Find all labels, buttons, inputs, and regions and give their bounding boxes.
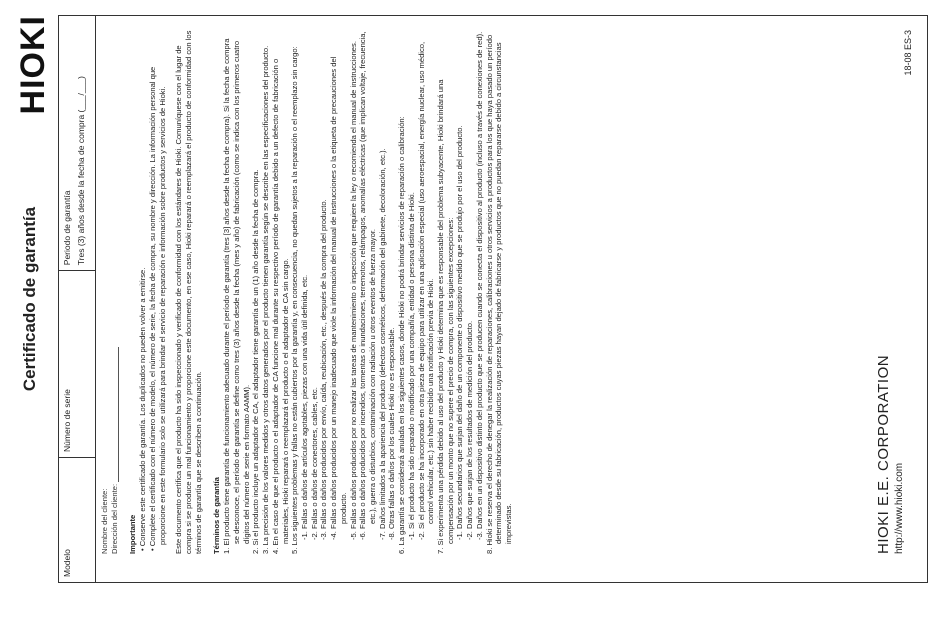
important-item: • Complete el certificado con el número de modelo, el número de serie, la fecha de compra, su nombre y dirección. La información personal que proporcione en este formulario solo se utilizará para brindar el servicio de reparación e información sobre productos y servicios de Hioki. [147, 66, 167, 551]
term-subitem: -1. Si el producto ha sido reparado o modificado por una compañía, entidad o persona distinta de Hioki. [406, 192, 416, 540]
term-subitem: -3. Daños en un dispositivo distinto del producto que se producen cuando se conecta el dispositivo al producto (incluso a través de conexiones de red). [474, 31, 484, 540]
term-item: 4. En el caso de que el producto o el adaptador de CA funcione mal durante su respectivo período de garantía debido a un defecto de fabricación o materiales, Hioki reparará o reemplazará el producto o el adaptador de CA sin cargo. [270, 58, 290, 554]
terms-list [222, 30, 514, 554]
term-subitem: -1. Fallas o daños de artículos agotables, piezas con una vida útil definida, etc. [299, 274, 309, 540]
term-subitem: -2. Daños que surjan de los resultados de medición del producto. [465, 320, 475, 540]
important-item: • Conserve este certificado de garantía. Los duplicados no pueden volver a emitirse. [138, 267, 148, 551]
period-cell [59, 16, 96, 271]
term-item: 1. El producto tiene garantía de funcionamiento adecuado durante el período de garantía (tres [3] años desde la fecha de compra). Si la fecha de compra se desconoce, el período de garantía se define como tres (3) años desde la fecha (mes y año) de fabricación (como se indica con los primeros cuatro dígitos del número de serie en formato AAMM). [222, 38, 251, 554]
terms-heading: Términos de garantía [212, 477, 222, 554]
term-subitem: -4. Fallas o daños producidos por un manejo inadecuado que viole la información del manual de instrucciones o la etiqueta de precauciones del producto. [329, 56, 348, 540]
company-name: HIOKI E.E. CORPORATION [875, 354, 892, 554]
term-item: 6. La garantía se considerará anulada en los siguientes casos, donde Hioki no podrá brindar servicios de reparación o calibración: [397, 116, 407, 554]
term-subitem: -2. Si el producto se ha incorporado en otra pieza de equipo para utilizar en una aplicación especial (uso aeroespacial, energía nuclear, uso médico, control vehicular, etc.) sin haber recibido una notificación previa de Hioki. [416, 41, 436, 540]
term-item: 3. La precisión de los valores medidos y otros datos generados por el producto tienen garantía según se describe en las especificaciones del producto. [261, 45, 271, 554]
customer-name-label: Nombre del cliente: [100, 488, 109, 554]
term-subitem: -3. Fallas o daños producidos por envío, caída, reubicación, etc., después de la compra del producto. [319, 199, 329, 540]
certificate-footer [875, 30, 915, 554]
important-list [138, 30, 167, 554]
term-subitem: -2. Fallas o daños de conectores, cables, etc. [309, 387, 319, 540]
customer-fields [100, 30, 119, 554]
serial-label: Número de serie [62, 389, 72, 452]
term-item: 5. Los siguientes problemas y fallas no están cubiertos por la garantía y, en consecuencia, no quedan sujetos a la reparación o el reemplazo sin cargo: [290, 46, 300, 554]
certificate-body [96, 16, 518, 582]
company-url: http://www.hioki.com [894, 462, 905, 554]
important-heading: Importante [128, 514, 138, 554]
document-title: Certificado de garantía [20, 206, 39, 392]
certificate-frame [58, 15, 928, 583]
period-value: Tres (3) años desde la fecha de compra (___/___) [76, 76, 86, 266]
address-line [110, 347, 119, 482]
term-subitem: -1. Daños secundarios que surjan del daño de un componente o dispositivo medido que se produjo por el uso del producto. [455, 125, 465, 540]
document-code: 18-08 ES-3 [903, 30, 913, 76]
term-subitem: -7. Daños limitados a la apariencia del producto (defectos cosméticos, deformación del gabinete, decoloración, etc.). [377, 148, 387, 540]
period-label: Periodo de garantía [62, 190, 72, 266]
term-item: 7. Si experimenta una pérdida debido al uso del producto y Hioki determina que es responsable del problema subyacente, Hioki brindará una compensación por un monto que no supere el precio de compra, con las siguientes excepciones: [436, 79, 455, 554]
term-subitem: -6. Fallas o daños producidos por incendios, tormentas o inundaciones, terremotos, relámpagos, anomalías eléctricas (que implican voltaje, frecuencia, etc.), guerra o disturbios, contaminación con radiación u otros eventos de fuerza mayor. [358, 31, 377, 540]
term-item: 8. Hioki se reserva el derecho de denegar la realización de reparaciones, calibraciones u otros servicios a productos para los que haya pasado un período determinado desde su fabricación, productos cuyas piezas hayan dejado de fabricarse y productos que no puedan repararse debido a circunstancias imprevistas. [484, 34, 514, 554]
hioki-logo: HIOKI [14, 15, 52, 115]
term-item: 2. Si el producto incluye un adaptador de CA, el adaptador tiene garantía de un (1) año desde la fecha de compra. [251, 169, 261, 554]
product-info-table [59, 16, 96, 582]
term-subitem: -8. Otras fallas o daños por los cuales Hioki no es responsable. [387, 327, 397, 540]
model-cell [59, 457, 96, 582]
term-subitem: -5. Fallas o daños producidos por no realizar las tareas de mantenimiento o inspección que requiere la ley o recomienda el manual de instrucciones. [348, 41, 358, 540]
intro-paragraph: Este documento certifica que el producto ha sido inspeccionado y verificado de conformidad con los estándares de Hioki. Comuníquese con el lugar de compra si se produce un mal funcionamiento y proporcione este documento, en ese caso, Hioki reparará o reemplazará el producto de conformidad con los términos de garantía que se describen a continuación. [174, 30, 203, 554]
model-label: Modelo [62, 549, 72, 577]
customer-address-label: Dirección del cliente: [109, 483, 119, 554]
serial-cell [59, 271, 96, 458]
title-row [14, 15, 54, 583]
